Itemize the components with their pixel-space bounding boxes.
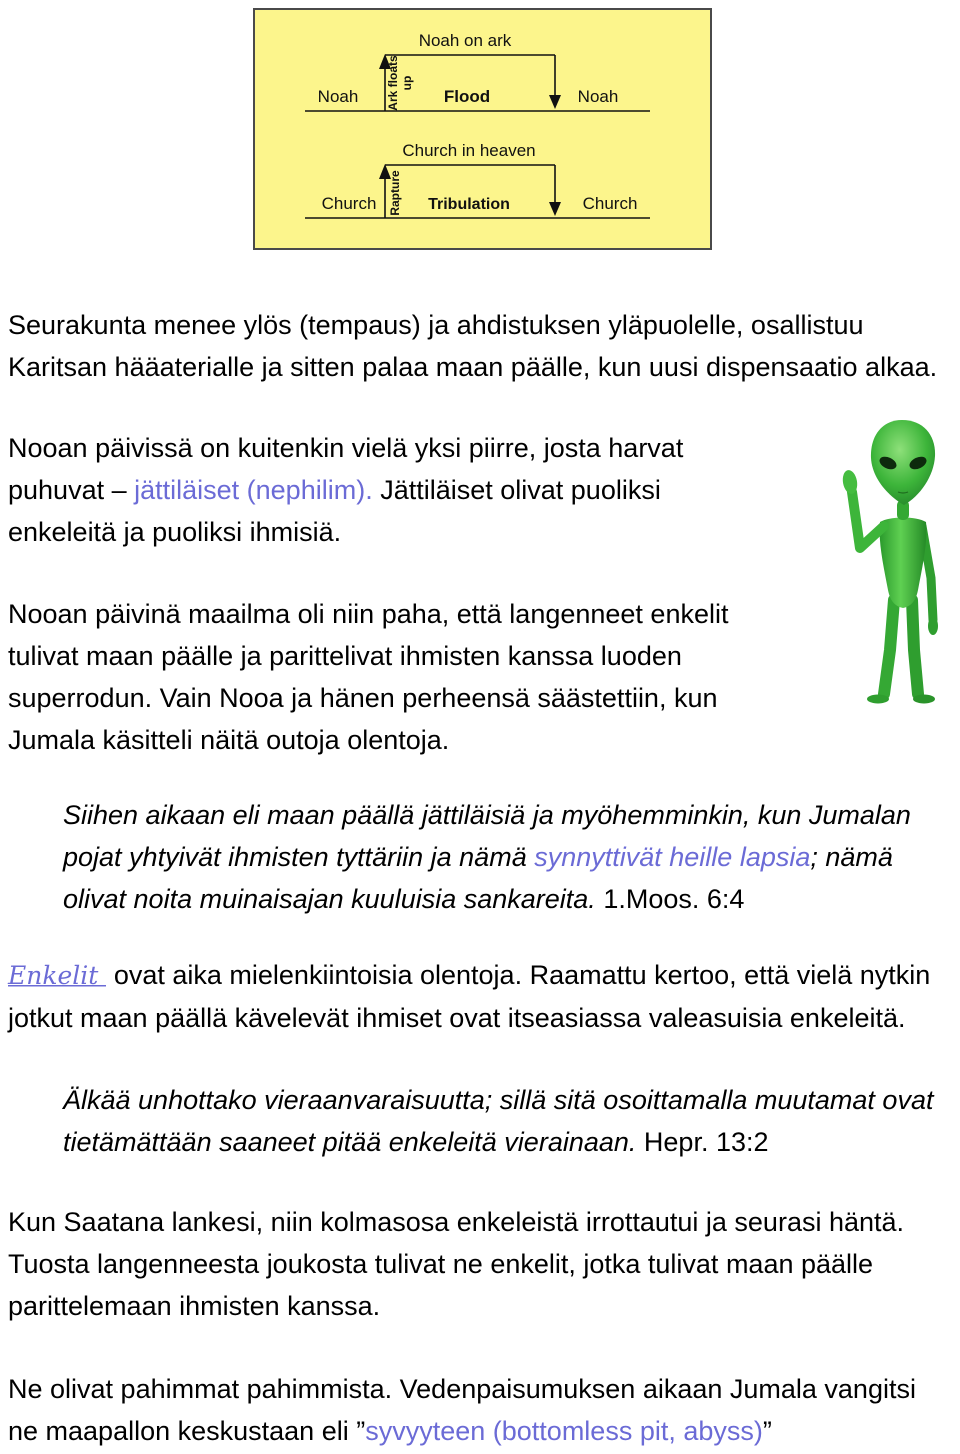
bible-reference: 1.Moos. 6:4 (603, 884, 745, 914)
alien-foot-left (867, 695, 889, 704)
text-line: Seurakunta menee ylös (tempaus) ja ahdistuksen yläpuolelle, osallistuu (8, 310, 864, 340)
text-line (63, 1121, 933, 1163)
alien-hand-right (928, 617, 938, 635)
paragraph-satan-fall (8, 1201, 904, 1327)
church-in-heaven-label: Church in heaven (402, 141, 536, 160)
text-line: superrodun. Vain Nooa ja hänen perheensä säästettiin, kun (8, 683, 718, 713)
timeline-diagram (253, 8, 712, 250)
paragraph-days-of-noah (8, 593, 728, 761)
text-line: Siihen aikaan eli maan päällä jättiläisiä ja myöhemminkin, kun Jumalan (63, 800, 911, 830)
noah-left-label: Noah (317, 87, 359, 106)
text-line: Jumala käsitteli näitä outoja olentoja. (8, 725, 450, 755)
text-line: tulivat maan päälle ja parittelivat ihmisten kanssa luoden (8, 641, 682, 671)
text-segment: ne maapallon keskustaan eli ” (8, 1416, 366, 1446)
alien-torso (880, 518, 927, 609)
text-line (8, 1410, 916, 1452)
text-line (63, 836, 911, 878)
flood-label: Flood (443, 87, 491, 106)
nephilim-link[interactable]: jättiläiset (nephilim). (134, 475, 373, 505)
text-line: Nooan päivinä maailma oli niin paha, että langenneet enkelit (8, 599, 729, 629)
enkelit-link[interactable]: Enkelit (8, 961, 106, 990)
text-line (63, 878, 911, 920)
alien-arm-raised (852, 492, 884, 548)
church-right-label: Church (582, 194, 638, 213)
bible-quote-hebrews (63, 1079, 933, 1163)
text-line: jotkut maan päällä kävelevät ihmiset ovat itseasiassa valeasuisia enkeleitä. (8, 1003, 906, 1033)
ark-floats-label-line2: up (400, 75, 414, 91)
paragraph-nephilim-intro (8, 427, 683, 553)
text-segment: ; nämä (810, 842, 893, 872)
rapture-label: Rapture (388, 170, 402, 216)
text-segment: pojat yhtyivät ihmisten tyttäriin ja nämä (63, 842, 535, 872)
alien-leg-right (912, 600, 918, 694)
noah-right-label: Noah (577, 87, 619, 106)
church-left-label: Church (321, 194, 377, 213)
text-line (8, 469, 683, 511)
text-segment: Jättiläiset olivat puoliksi (372, 475, 661, 505)
text-line: Karitsan hääaterialle ja sitten palaa maan päälle, kun uusi dispensaatio alkaa. (8, 352, 938, 382)
text-line: Ne olivat pahimmat pahimmista. Vedenpaisumuksen aikaan Jumala vangitsi (8, 1374, 916, 1404)
tribulation-label: Tribulation (428, 196, 510, 213)
alien-leg-left (884, 600, 894, 694)
bible-reference: Hepr. 13:2 (643, 1127, 769, 1157)
text-segment: olivat noita muinaisajan kuuluisia sankareita. (63, 884, 596, 914)
alien-foot-right (913, 695, 935, 704)
bible-quote-genesis (63, 794, 911, 920)
alien-figure-icon (832, 418, 942, 708)
ark-floats-label: Ark floats (386, 55, 400, 111)
text-segment: puhuvat – (8, 475, 135, 505)
timeline-diagram-graphic (253, 8, 712, 250)
text-line: Älkää unhottako vieraanvaraisuutta; sillä sitä osoittamalla muutamat ovat (63, 1085, 934, 1115)
children-link[interactable]: synnyttivät heille lapsia (534, 842, 811, 872)
paragraph-church-rapture (8, 304, 937, 388)
noah-on-ark-label: Noah on ark (418, 31, 512, 50)
text-line: enkeleitä ja puoliksi ihmisiä. (8, 517, 342, 547)
text-line (8, 954, 930, 997)
text-segment: ovat aika mielenkiintoisia olentoja. Raamattu kertoo, että vielä nytkin (106, 960, 931, 990)
text-line: parittelemaan ihmisten kanssa. (8, 1291, 381, 1321)
abyss-link[interactable]: syvyyteen (bottomless pit, abyss) (365, 1416, 763, 1446)
text-segment: ” (762, 1416, 772, 1446)
paragraph-angels (8, 954, 930, 1039)
text-line: Kun Saatana lankesi, niin kolmasosa enkeleistä irrottautui ja seurasi häntä. (8, 1207, 905, 1237)
text-segment: tietämättään saaneet pitää enkeleitä vierainaan. (63, 1127, 637, 1157)
text-line: Nooan päivissä on kuitenkin vielä yksi piirre, josta harvat (8, 433, 684, 463)
alien-legs (867, 600, 935, 704)
text-line: Tuosta langenneesta joukosta tulivat ne enkelit, jotka tulivat maan päälle (8, 1249, 874, 1279)
paragraph-abyss (8, 1368, 916, 1452)
